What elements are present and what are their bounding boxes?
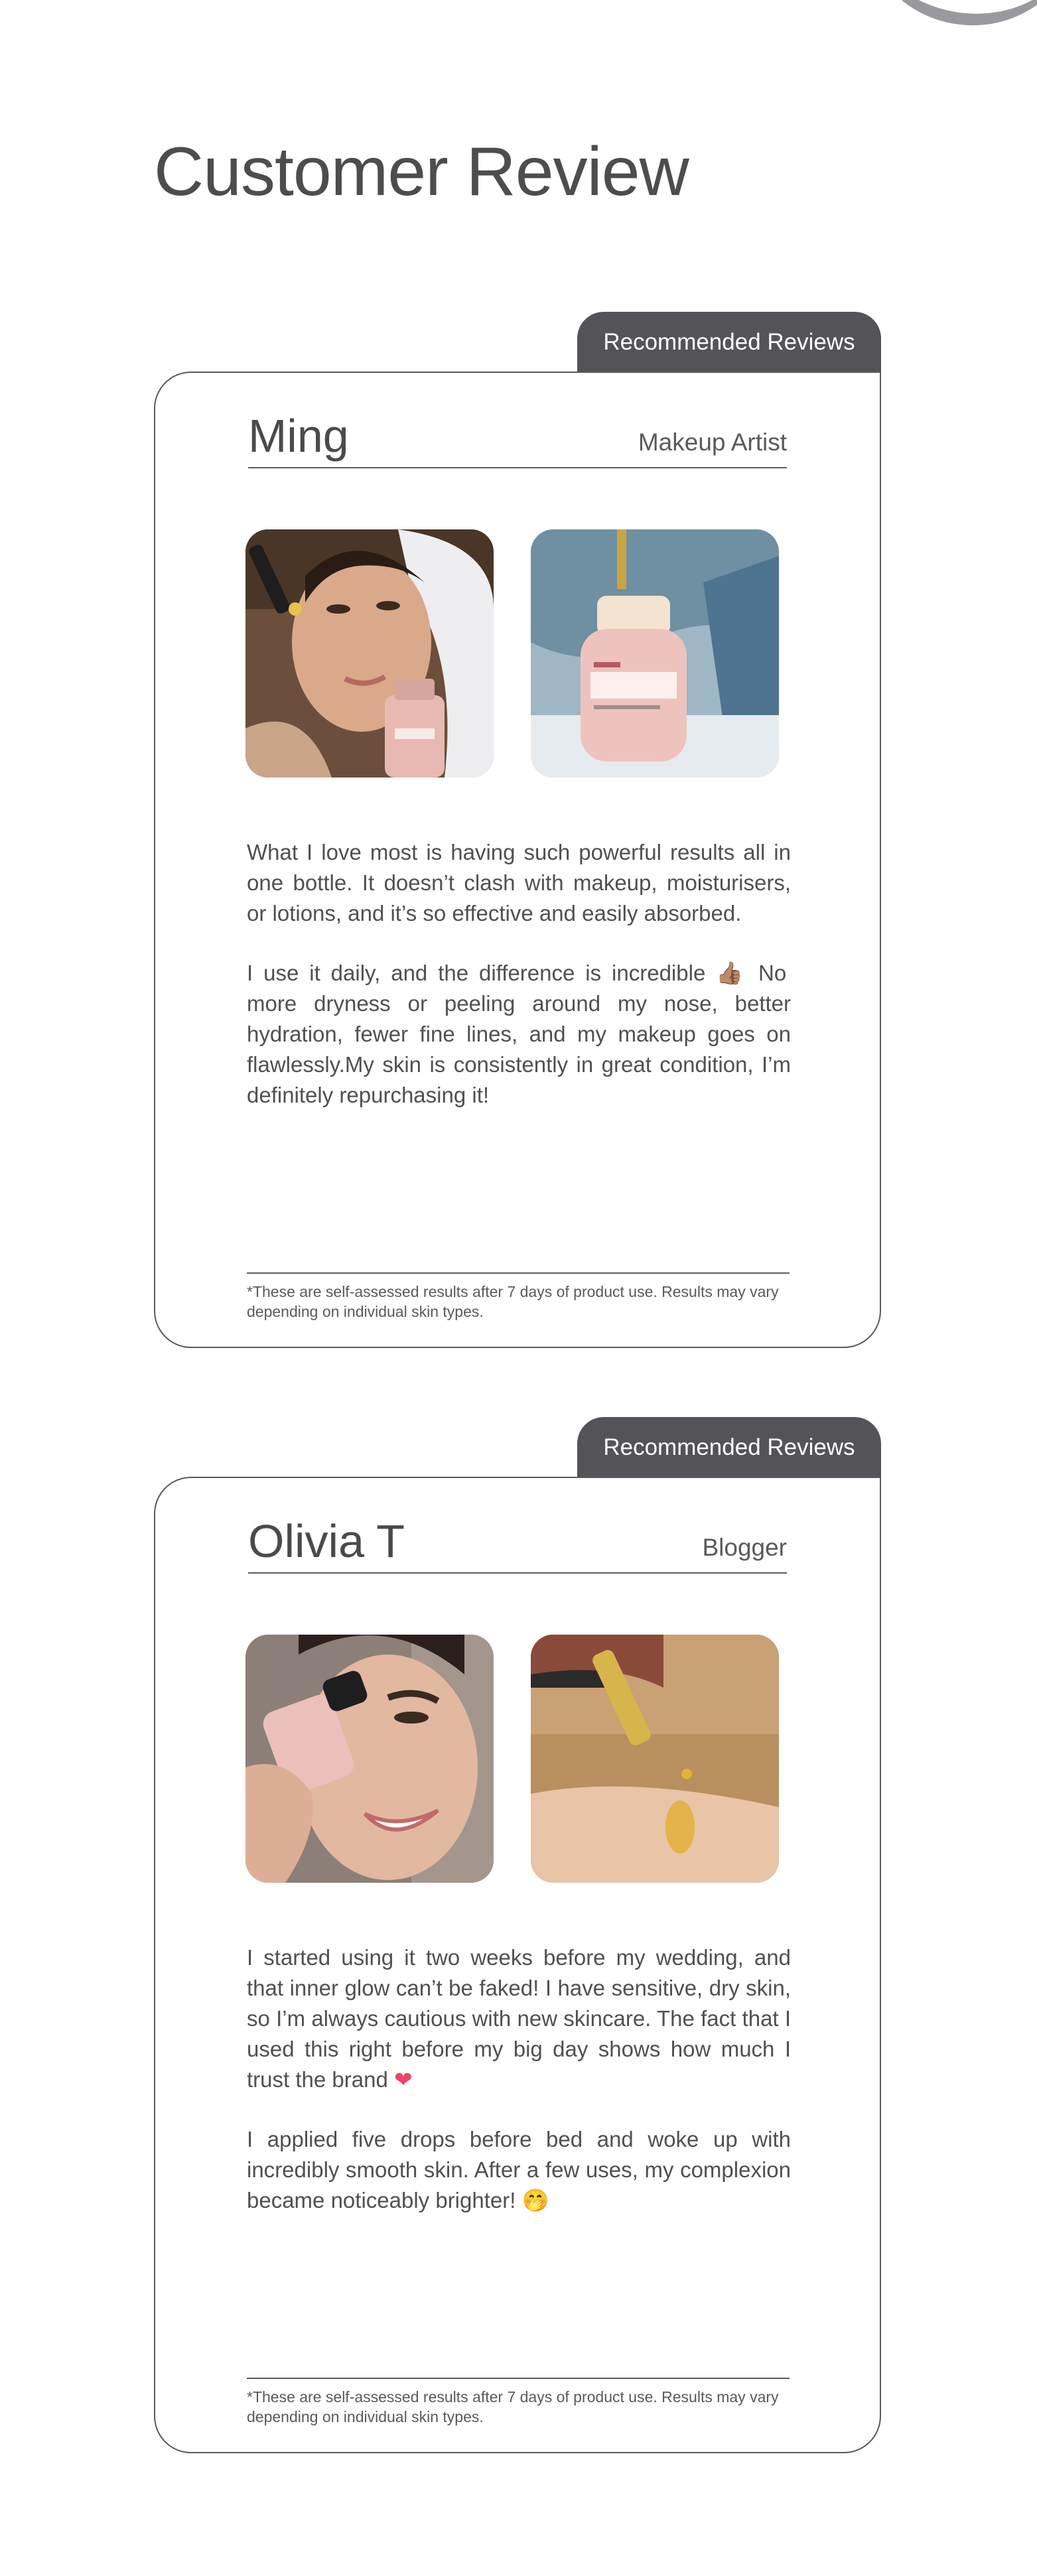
- review-sentence: I started using it two weeks before my wedding, and that inner glow can’t be faked! I have sensitive, dry skin, so I’m always cautious with new skincare. The fact that I used this right before my big day shows how much I trust the brand: [247, 1945, 791, 2092]
- review-sentence: No more dryness or peeling around my nose, better hydration, fewer fine lines, and my makeup goes on flawlessly.My skin is consistently in great condition, I’m definitely repurchasing it!: [247, 961, 791, 1107]
- reviewer-role: Blogger: [702, 1534, 787, 1561]
- review-header: [248, 410, 787, 468]
- serum-bottle-photo: [531, 529, 779, 778]
- heart-icon: ❤: [393, 2067, 413, 2092]
- review-paragraph: [247, 1942, 791, 2095]
- decorative-corner-arc: [852, 0, 1037, 39]
- reviewer-role: Makeup Artist: [638, 429, 787, 456]
- review-paragraph: [247, 2124, 791, 2216]
- review-card-body: [154, 372, 881, 1348]
- review-sentence: I use it daily, and the difference is incredible: [247, 961, 706, 985]
- person-applying-serum-photo: [245, 529, 494, 778]
- review-paragraph: What I love most is having such powerful results all in one bottle. It doesn’t clash with makeup, moisturisers, or lotions, and it’s so effective and easily absorbed.: [247, 840, 791, 925]
- review-card-body: [154, 1477, 881, 2453]
- reviewer-name: Ming: [248, 410, 349, 462]
- review-header: [248, 1515, 787, 1574]
- recommended-reviews-tab[interactable]: Recommended Reviews: [577, 1417, 881, 1478]
- review-text: [247, 1942, 791, 2245]
- serum-dropper-hand-photo: [531, 1635, 779, 1883]
- page-title: Customer Review: [154, 133, 689, 210]
- face-with-hand-over-mouth-icon: 🤭: [521, 2187, 549, 2213]
- thumbs-up-icon: 👍🏽: [716, 960, 748, 986]
- review-paragraph: [247, 958, 791, 1111]
- review-text: [247, 837, 791, 1140]
- recommended-reviews-tab[interactable]: Recommended Reviews: [577, 312, 881, 373]
- results-disclaimer: *These are self-assessed results after 7 days of product use. Results may vary depending on individual skin types.: [247, 2378, 790, 2427]
- woman-holding-serum-photo: [245, 1635, 494, 1883]
- review-sentence: I applied five drops before bed and woke up with incredibly smooth skin. After a few uses, my complexion became noticeably brighter!: [247, 2127, 791, 2212]
- results-disclaimer: *These are self-assessed results after 7 days of product use. Results may vary depending on individual skin types.: [247, 1272, 790, 1322]
- reviewer-name: Olivia T: [248, 1515, 405, 1567]
